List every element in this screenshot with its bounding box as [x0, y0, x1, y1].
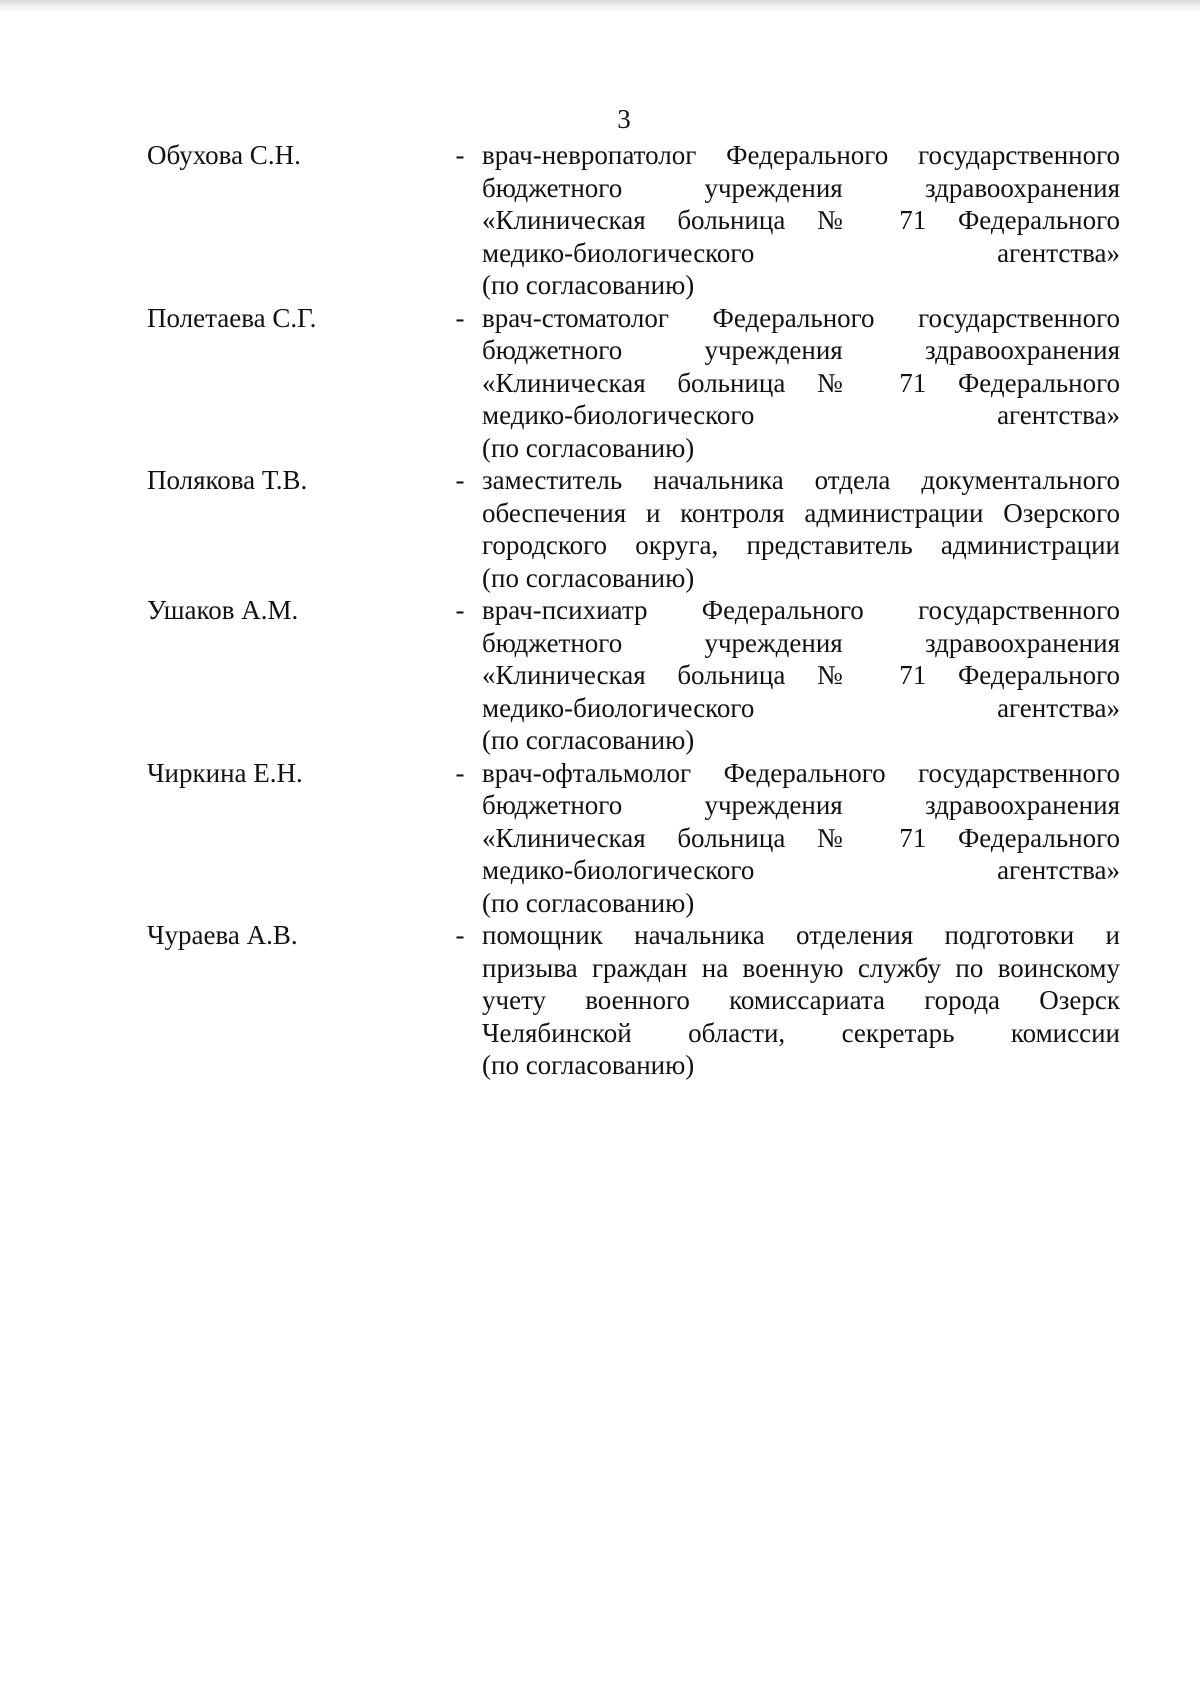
- member-position-line: учету военного комиссариата города Озерск: [482, 985, 1120, 1015]
- member-position-line: медико-биологического агентства»: [482, 237, 1120, 268]
- member-position: [482, 919, 1120, 1082]
- member-name: Полетаева С.Г.: [147, 302, 317, 333]
- member-dash: -: [455, 757, 465, 788]
- member-position-line: «Клиническая больница № 71 Федерального: [482, 367, 1120, 398]
- member-entry: [147, 464, 1120, 594]
- member-position: [482, 464, 1120, 594]
- member-position-line: врач-невропатолог Федерального государственного: [482, 140, 1120, 170]
- member-position: [482, 594, 1120, 757]
- member-entry: [147, 302, 1120, 465]
- member-position-line: (по согласованию): [482, 1050, 695, 1080]
- member-position-line: заместитель начальника отдела документального: [482, 465, 1120, 495]
- member-position-line: (по согласованию): [482, 432, 695, 463]
- member-position-line: медико-биологического агентства»: [482, 400, 1120, 430]
- member-name: Ушаков А.М.: [147, 595, 299, 625]
- member-position-line: (по согласованию): [482, 270, 695, 300]
- member-dash: -: [455, 595, 465, 625]
- member-dash: -: [455, 920, 465, 950]
- member-position: [482, 139, 1120, 302]
- member-position-line: (по согласованию): [482, 562, 695, 593]
- member-position-line: Челябинской области, секретарь комиссии: [482, 1017, 1120, 1048]
- member-position-line: бюджетного учреждения здравоохранения: [482, 627, 1120, 658]
- member-entry: [147, 594, 1120, 757]
- member-dash: -: [455, 465, 465, 495]
- member-position-line: медико-биологического агентства»: [482, 855, 1120, 885]
- member-position-line: бюджетного учреждения здравоохранения: [482, 335, 1120, 365]
- member-name: Чиркина Е.Н.: [147, 757, 303, 788]
- member-position-line: врач-офтальмолог Федерального государственного: [482, 757, 1120, 788]
- member-position-line: врач-психиатр Федерального государственного: [482, 595, 1120, 625]
- member-entry: [147, 757, 1120, 920]
- member-position-line: «Клиническая больница № 71 Федерального: [482, 660, 1120, 690]
- member-position: [482, 757, 1120, 920]
- member-dash: -: [455, 302, 465, 333]
- member-name: Обухова С.Н.: [147, 140, 301, 170]
- member-position-line: бюджетного учреждения здравоохранения: [482, 172, 1120, 203]
- commission-members-list: [147, 139, 1120, 1082]
- member-entry: [147, 919, 1120, 1082]
- member-position-line: (по согласованию): [482, 887, 695, 918]
- member-position-line: врач-стоматолог Федерального государственного: [482, 302, 1120, 333]
- member-position-line: городского округа, представитель администрации: [482, 530, 1120, 560]
- member-entry: [147, 139, 1120, 302]
- member-position-line: «Клиническая больница № 71 Федерального: [482, 205, 1120, 235]
- member-position-line: бюджетного учреждения здравоохранения: [482, 790, 1120, 820]
- member-name: Полякова Т.В.: [147, 465, 308, 495]
- member-name: Чураева А.В.: [147, 920, 298, 950]
- member-dash: -: [455, 140, 465, 170]
- member-position-line: (по согласованию): [482, 725, 695, 755]
- scan-edge: [0, 0, 1200, 12]
- member-position: [482, 302, 1120, 465]
- page-number: 3: [617, 104, 631, 134]
- member-position-line: «Клиническая больница № 71 Федерального: [482, 822, 1120, 853]
- member-position-line: призыва граждан на военную службу по воинскому: [482, 952, 1120, 983]
- member-position-line: медико-биологического агентства»: [482, 692, 1120, 723]
- member-position-line: обеспечения и контроля администрации Озерского: [482, 497, 1120, 528]
- member-position-line: помощник начальника отделения подготовки и: [482, 920, 1120, 950]
